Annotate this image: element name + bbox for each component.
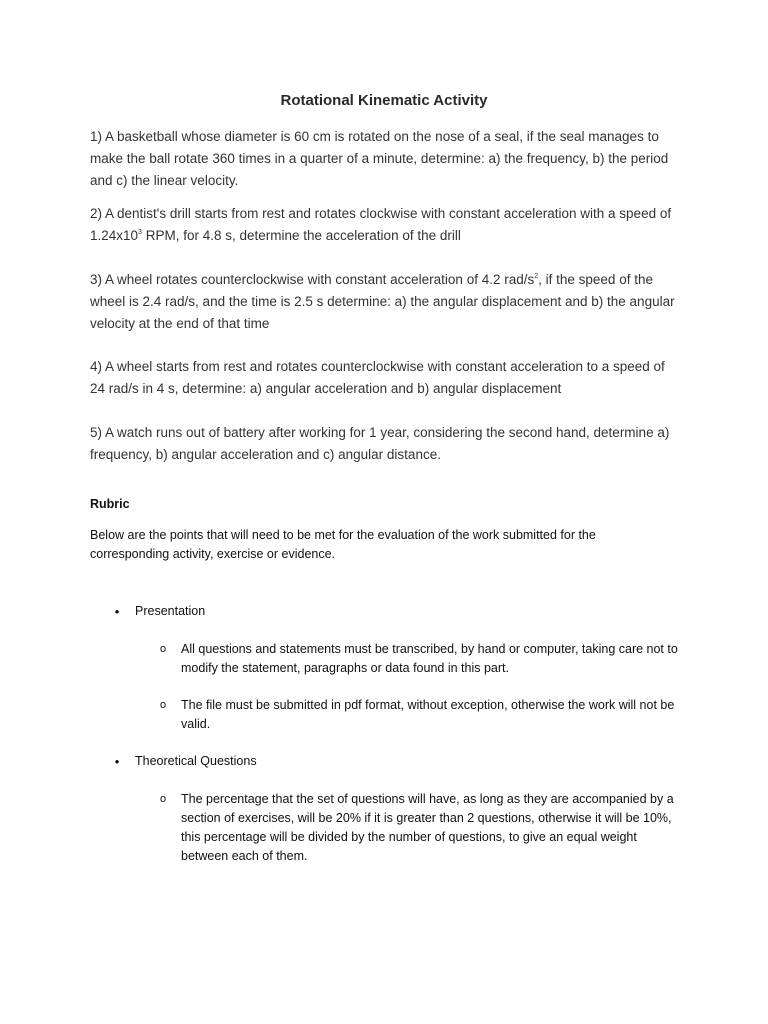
problem-3-text-end: , if the speed of the wheel is 2.4 rad/s, and the time is 2.5 s determine: a) the angular displacement and b) the angular velocity at the end of that time [90, 272, 675, 331]
rubric-item-text: The percentage that the set of questions will have, as long as they are accompanied by a section of exercises, will be 20% if it is greater than 2 questions, otherwise it will be 10%, this percentage will be divided by the number of questions, to give an equal weight between each of them. [181, 792, 674, 863]
bullet-icon: • [114, 604, 120, 619]
problem-3-exponent: 2 [534, 273, 539, 280]
sub-bullet-icon: o [159, 699, 167, 711]
problem-2-exponent: 3 [138, 229, 142, 236]
problem-2-text-end: RPM, for 4.8 s, determine the acceleration of the drill [141, 228, 461, 243]
rubric-intro: Below are the points that will need to be met for the evaluation of the work submitted for the corresponding activity, exercise or evidence. [90, 528, 596, 561]
problem-5: 5) A watch runs out of battery after working for 1 year, considering the second hand, determine a) frequency, b) angular acceleration and c) angular distance. [90, 425, 670, 462]
sub-bullet-icon: o [159, 643, 167, 655]
rubric-heading: Rubric [90, 497, 130, 511]
problem-4: 4) A wheel starts from rest and rotates counterclockwise with constant acceleration to a speed of 24 rad/s in 4 s, determine: a) angular acceleration and b) angular displacement [90, 359, 665, 396]
problem-3-text: 3) A wheel rotates counterclockwise with constant acceleration of 4.2 rad/s [90, 272, 535, 287]
problem-2-text: 2) A dentist's drill starts from rest and rotates clockwise with constant acceleration with a speed of 1.24x10 [90, 206, 672, 243]
rubric-item-text: All questions and statements must be transcribed, by hand or computer, taking care not to modify the statement, paragraphs or data found in this part. [181, 642, 678, 675]
document-title: Rotational Kinematic Activity [280, 92, 488, 109]
sub-bullet-icon: o [159, 793, 167, 805]
rubric-item-text: The file must be submitted in pdf format, without exception, otherwise the work will not be valid. [181, 698, 675, 731]
problem-3 [90, 269, 680, 335]
rubric-section-label: Presentation [135, 604, 206, 618]
rubric-section-label: Theoretical Questions [135, 754, 257, 768]
problem-1: 1) A basketball whose diameter is 60 cm is rotated on the nose of a seal, if the seal manages to make the ball rotate 360 times in a quarter of a minute, determine: a) the frequency, b) the period and c) the linear velocity. [90, 129, 669, 188]
bullet-icon: • [114, 754, 120, 769]
problem-2 [90, 203, 680, 247]
